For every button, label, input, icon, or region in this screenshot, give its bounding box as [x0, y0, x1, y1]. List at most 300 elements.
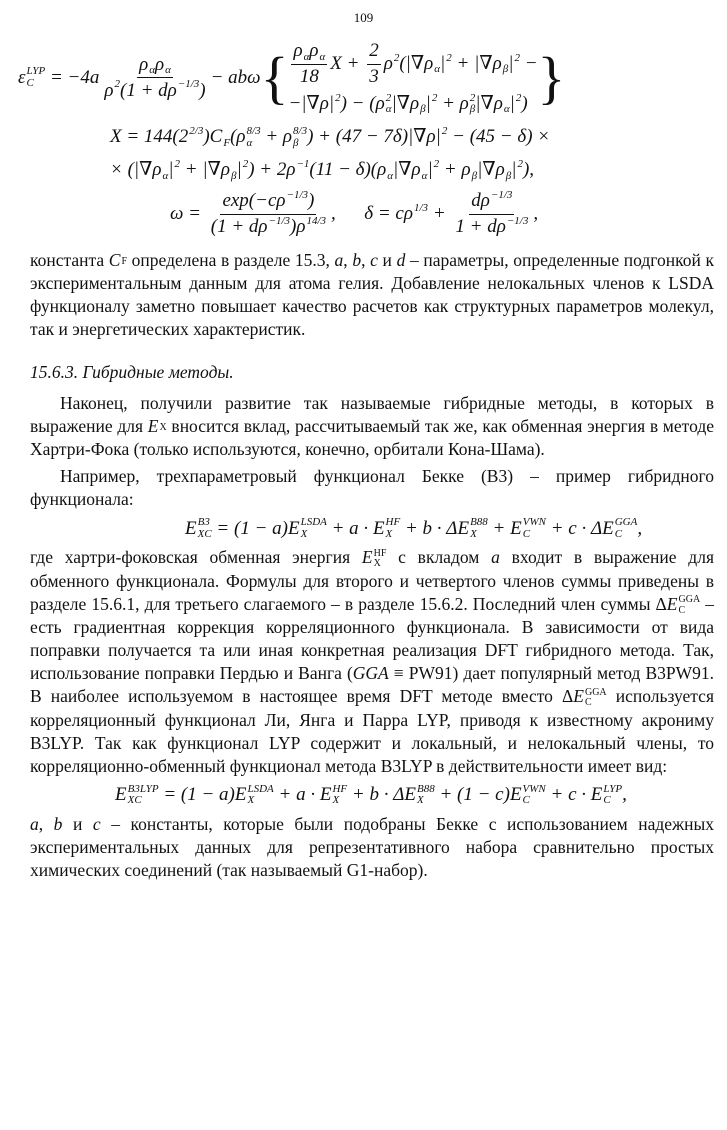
- subscript: C: [26, 76, 34, 89]
- math-symbol: [373, 517, 400, 540]
- inline-math: E: [573, 686, 584, 707]
- math-text: ρ: [139, 53, 149, 75]
- inline-math: c: [92, 814, 101, 834]
- math-text: + b · Δ: [347, 784, 405, 806]
- superscript: 1/3: [414, 202, 429, 215]
- scripts: [247, 126, 261, 149]
- symbol-base: E: [115, 784, 127, 806]
- text-run: ≡ PW91) дает популярный метод B3PW91. В наиболее используемом в настоящее время DFT методе вместо Δ: [30, 663, 714, 707]
- inline-math: a: [30, 814, 39, 834]
- formula-b3: [185, 517, 714, 540]
- math-symbol: [510, 517, 546, 540]
- math-text: |: [236, 159, 242, 181]
- subscript: C: [522, 527, 531, 540]
- formula-lyp-brace: [261, 40, 566, 116]
- superscript: HF: [385, 516, 401, 529]
- superscript: −1/3: [177, 78, 200, 91]
- math-text: (11 − δ)(ρ: [309, 159, 387, 181]
- subscript: β: [502, 63, 509, 76]
- math-text: |: [509, 93, 515, 115]
- formula-x-line2: [110, 159, 714, 182]
- text-run: определена в разделе 15.3,: [127, 250, 335, 271]
- scripts: [470, 517, 488, 540]
- math-text: ) + (47 − 7δ)|∇ρ|: [307, 126, 441, 148]
- text-run: ,: [361, 250, 371, 271]
- scripts: [165, 53, 171, 76]
- superscript: B3LYP: [127, 782, 159, 795]
- math-text: (1 + dρ: [210, 216, 268, 238]
- superscript: 8/3: [293, 124, 308, 137]
- symbol-base: E: [404, 784, 416, 806]
- fraction-denominator: [453, 215, 530, 239]
- text-run: – константы, которые были подобраны Бекке с использованием надежных экспериментальных данных для репрезентативного набора сравнительно простых химических соединений (так называемый G1-набор).: [30, 814, 715, 880]
- subscript: X: [332, 794, 340, 807]
- scripts: [414, 203, 428, 226]
- symbol-base: E: [590, 784, 603, 806]
- superscript: GGA: [614, 516, 638, 529]
- math-symbol: [320, 784, 347, 807]
- section-heading: 15.6.3. Гибридные методы.: [30, 362, 234, 383]
- math-text: − abω: [210, 66, 261, 88]
- text-run: используется корреляционный функционал Ли, Янга и Парра LYP, приводя к известному акрониму B3LYP. Так как функционал LYP содержит и локальный, и нелокальный члены, то корреляционно-обменный функционал метода B3LYP в действительности имеет вид:: [30, 686, 714, 776]
- subscript: β: [420, 103, 426, 116]
- text-run: ,: [343, 250, 353, 271]
- scripts: [523, 517, 546, 540]
- inline-math: b: [352, 250, 362, 271]
- math-text: − (45 − δ) ×: [447, 126, 551, 148]
- math-text: (|∇ρ: [399, 53, 434, 75]
- math-symbol: [421, 159, 428, 182]
- math-text: ,: [637, 517, 643, 539]
- math-text: X = 144(2: [110, 126, 189, 148]
- symbol-base: E: [372, 517, 385, 539]
- subscript: α: [503, 103, 510, 116]
- math-text: X +: [330, 53, 365, 75]
- math-text: ρ: [104, 79, 114, 101]
- text-run: с вкладом: [386, 547, 492, 568]
- scripts: [491, 190, 512, 213]
- math-symbol: [510, 784, 546, 807]
- inline-math: a: [334, 250, 344, 271]
- superscript: [319, 40, 325, 52]
- text-run: Например, трехпараметровый функционал Бекке (B3) – пример гибридного функционала:: [30, 466, 714, 510]
- subscript: X: [300, 527, 308, 540]
- subscript: [296, 171, 309, 183]
- symbol-base: E: [602, 517, 614, 539]
- math-symbol: [115, 784, 159, 807]
- math-text: + a ·: [273, 784, 320, 806]
- superscript: 2: [433, 158, 440, 171]
- scripts: [306, 216, 326, 239]
- superscript: 2: [335, 91, 341, 104]
- subscript: [269, 228, 290, 240]
- superscript: 2: [446, 51, 452, 64]
- subscript: C: [584, 697, 592, 709]
- paragraph-b3-intro: [30, 465, 714, 511]
- inline-math: C: [108, 250, 121, 271]
- math-symbol: [386, 159, 393, 182]
- left-brace-icon: {: [260, 44, 289, 110]
- inline-scripts: [679, 595, 701, 616]
- inline-math: E: [147, 416, 159, 437]
- math-fraction: [367, 40, 381, 89]
- subscript: α: [387, 169, 394, 182]
- superscript: GGA: [584, 686, 607, 698]
- superscript: [223, 126, 230, 138]
- subscript: α: [162, 169, 169, 182]
- subscript: α: [246, 136, 253, 149]
- superscript: 8/3: [246, 124, 261, 137]
- scripts: [293, 126, 307, 149]
- math-text: )C: [203, 126, 223, 148]
- fraction-denominator: [102, 78, 207, 102]
- paragraph-constants: [30, 813, 714, 882]
- formula-x-line1: [110, 126, 714, 149]
- superscript: −1/3: [506, 215, 529, 228]
- math-symbol: [177, 79, 199, 102]
- symbol-base: E: [509, 784, 522, 806]
- scripts: [287, 190, 308, 213]
- math-text: |∇ρ: [391, 93, 420, 115]
- math-symbol: [268, 216, 290, 239]
- fraction-denominator: [367, 65, 381, 89]
- subscript: β: [471, 169, 478, 182]
- text-run: входит в выражение для обменного функционала. Формулы для второго и четвертого членов суммы приведены в разделе 15.6.1, для третьего слагаемого – в разделе 15.6.2. Последний член суммы Δ: [30, 547, 714, 614]
- scripts: [128, 784, 159, 807]
- math-symbol: [222, 126, 230, 149]
- math-text: + |∇ρ: [451, 53, 502, 75]
- math-text: × (|∇ρ: [110, 159, 162, 181]
- scripts: [417, 784, 435, 807]
- subscript: C: [678, 604, 686, 616]
- math-text: (ρ: [230, 126, 246, 148]
- symbol-base: E: [287, 517, 300, 539]
- text-run: где хартри-фоковская обменная энергия: [30, 547, 362, 568]
- subscript: α: [149, 63, 155, 76]
- inline-scripts: [159, 423, 166, 434]
- math-symbol: [164, 53, 171, 76]
- superscript: 2: [514, 51, 520, 64]
- math-text: |∇ρ: [475, 93, 503, 115]
- superscript: 2/3: [189, 124, 204, 137]
- inline-math: GGA: [352, 663, 389, 684]
- math-symbol: [18, 66, 45, 89]
- scripts: [247, 784, 273, 807]
- math-text: ω =: [170, 203, 206, 225]
- superscript: 2: [174, 158, 181, 171]
- subscript: C: [603, 794, 611, 807]
- formula-omega-delta: [170, 190, 714, 239]
- formula-lyp-fraction: [102, 53, 207, 102]
- math-text: (1 + dρ: [120, 79, 177, 101]
- fraction-numerator: [367, 40, 381, 65]
- scripts: [223, 126, 230, 149]
- math-text: ): [308, 190, 315, 212]
- math-text: = (1 − a): [211, 517, 288, 539]
- subscript: α: [421, 169, 428, 182]
- math-symbol: [148, 53, 155, 76]
- subscript: X: [385, 527, 393, 540]
- subscript: α: [319, 50, 326, 63]
- page-number: 109: [353, 10, 374, 25]
- math-text: 1 + dρ: [455, 216, 506, 238]
- math-text: |: [168, 159, 174, 181]
- math-text: 18: [299, 66, 319, 88]
- math-text: |∇ρ: [477, 159, 505, 181]
- inline-scripts: [585, 688, 607, 709]
- math-text: + (1 − c): [434, 784, 510, 806]
- math-text: )ρ: [290, 216, 306, 238]
- math-text: ) − (ρ: [340, 93, 385, 115]
- math-symbol: [318, 40, 325, 63]
- subscript: β: [505, 169, 512, 182]
- math-text: −|∇ρ|: [288, 93, 335, 115]
- fraction-numerator: [137, 53, 173, 78]
- math-text: ρ: [383, 53, 393, 75]
- subscript: β: [230, 169, 237, 182]
- inline-math: a: [491, 547, 500, 568]
- math-text: + ρ: [437, 93, 469, 115]
- inline-math: c: [370, 250, 378, 271]
- math-text: + c · Δ: [545, 517, 603, 539]
- subscript: X: [159, 422, 167, 434]
- subscript: β: [469, 103, 476, 116]
- math-fraction: [291, 40, 327, 89]
- symbol-base: E: [185, 517, 197, 539]
- scripts: [301, 517, 327, 540]
- superscript: −1: [296, 158, 310, 171]
- superscript: HF: [332, 782, 348, 795]
- math-text: ρ: [155, 53, 165, 75]
- fraction-numerator: [469, 190, 514, 215]
- text-run: ,: [38, 814, 54, 834]
- inline-math: E: [666, 593, 678, 614]
- superscript: −1/3: [268, 215, 291, 228]
- text-run: вносится вклад, рассчитываемый так же, как обменная энергия в методе Хартри-Фока (только используются, конечно, орбитали Кона-Шама).: [30, 416, 714, 460]
- scripts: [523, 784, 546, 807]
- subscript: [414, 215, 428, 227]
- math-text: −: [519, 53, 538, 75]
- subscript: C: [522, 794, 530, 807]
- superscript: 2: [469, 91, 476, 104]
- math-symbol: [235, 784, 274, 807]
- math-symbol: [591, 784, 622, 807]
- superscript: VWN: [522, 782, 546, 795]
- math-text: |∇ρ: [393, 159, 421, 181]
- math-text: , δ = cρ: [331, 203, 413, 225]
- math-text: |: [427, 159, 433, 181]
- math-symbol: [602, 517, 637, 540]
- subscript: [507, 228, 528, 240]
- superscript: 2: [393, 51, 400, 64]
- math-text: dρ: [471, 190, 490, 212]
- math-text: + b · Δ: [400, 517, 458, 539]
- symbol-base: E: [457, 517, 470, 539]
- math-symbol: [305, 216, 326, 239]
- symbol-base: ε: [18, 66, 26, 88]
- math-symbol: [286, 190, 308, 213]
- text-run: – есть градиентная коррекция корреляционного функционала. В зависимости от вида поправки получается та или иная конкретная реализация DFT гибридного метода. Так, использование поправки Пердью и Ванга (: [30, 593, 715, 684]
- subscript: α: [303, 50, 310, 63]
- scripts: [615, 517, 638, 540]
- scripts: [332, 784, 347, 807]
- math-symbol: [457, 517, 487, 540]
- subscript: C: [614, 527, 623, 540]
- formula-lyp-lhs: [18, 66, 99, 89]
- superscript: B88: [470, 516, 488, 529]
- superscript: 2: [242, 158, 249, 171]
- paragraph-b3-explanation: [30, 546, 714, 777]
- symbol-base: E: [319, 784, 332, 806]
- scripts: [386, 517, 401, 540]
- subscript: [306, 228, 326, 240]
- math-text: = −4a: [45, 66, 100, 88]
- inline-math: E: [361, 547, 373, 568]
- superscript: 14/3: [306, 215, 327, 228]
- math-symbol: [292, 126, 307, 149]
- text-run: – параметры, определенные подгонкой к экспериментальным данным для атома гелия. Добавление нелокальных членов к LSDA функционалу заметно повышает качество расчетов как структурных параметров молекул, так и энергетических характеристик.: [30, 250, 714, 340]
- subscript: F: [121, 256, 128, 268]
- superscript: −1/3: [490, 189, 513, 202]
- subscript: α: [434, 63, 441, 76]
- math-text: |: [511, 159, 517, 181]
- math-text: ): [199, 79, 206, 101]
- math-symbol: [490, 190, 512, 213]
- formula-lyp: [18, 40, 714, 116]
- superscript: HF: [373, 547, 387, 559]
- scripts: [269, 216, 290, 239]
- math-text: +: [487, 517, 511, 539]
- paragraph-hybrid-methods: [30, 392, 714, 461]
- math-fraction: [453, 190, 530, 239]
- subscript: F: [223, 136, 231, 149]
- superscript: VWN: [522, 516, 546, 529]
- formula-lyp-mid: [211, 67, 261, 90]
- superscript: LYP: [26, 65, 46, 78]
- symbol-base: E: [510, 517, 522, 539]
- math-text: + a ·: [326, 517, 373, 539]
- math-symbol: [185, 517, 212, 540]
- brace-line-2: [288, 93, 537, 116]
- superscript: −1/3: [286, 189, 308, 202]
- math-text: |: [508, 53, 514, 75]
- subscript: X: [373, 558, 381, 570]
- superscript: 2: [385, 91, 392, 104]
- formula-b3lyp: [115, 784, 714, 807]
- text-run: константа: [30, 250, 109, 271]
- inline-math: b: [53, 814, 63, 834]
- subscript: XC: [197, 527, 212, 540]
- subscript: XC: [127, 794, 142, 807]
- superscript: 2: [431, 91, 438, 104]
- subscript: β: [293, 136, 299, 149]
- math-text: ): [521, 93, 528, 115]
- superscript: LYP: [603, 782, 623, 795]
- scripts: [507, 216, 528, 239]
- subscript: [189, 138, 203, 150]
- right-brace-icon: }: [537, 44, 566, 110]
- math-text: ),: [522, 159, 535, 181]
- scripts: [178, 79, 199, 102]
- math-symbol: [433, 53, 440, 76]
- superscript: 2: [517, 158, 523, 171]
- math-text: 2: [369, 40, 379, 62]
- subscript: X: [247, 794, 255, 807]
- math-symbol: [188, 126, 203, 149]
- symbol-base: E: [234, 784, 247, 806]
- subscript: α: [165, 63, 171, 76]
- math-text: +: [428, 203, 451, 225]
- math-text: ,: [533, 203, 539, 225]
- brace-line-1: [288, 40, 537, 89]
- fraction-numerator: [220, 190, 316, 215]
- scripts: [319, 40, 325, 63]
- superscript: LSDA: [300, 516, 327, 529]
- superscript: B88: [416, 782, 435, 795]
- text-run: и: [62, 814, 93, 834]
- math-text: + ρ: [439, 159, 471, 181]
- math-symbol: [162, 159, 169, 182]
- superscript: B3: [197, 516, 210, 529]
- fraction-denominator: [298, 65, 321, 89]
- superscript: 2: [515, 91, 522, 104]
- math-symbol: [404, 784, 434, 807]
- math-text: ,: [622, 784, 627, 806]
- fraction-denominator: [209, 215, 328, 239]
- math-text: + ρ: [260, 126, 293, 148]
- paragraph-cf-constants: [30, 249, 714, 341]
- text-run: и: [377, 250, 397, 271]
- math-symbol: [288, 517, 327, 540]
- inline-math: d: [396, 250, 406, 271]
- text-run: Наконец, получили развитие так называемые гибридные методы, в которых в выражение для: [30, 393, 714, 437]
- scripts: [603, 784, 622, 807]
- scripts: [198, 517, 212, 540]
- math-symbol: [506, 216, 528, 239]
- subscript: [491, 202, 512, 214]
- math-text: + c ·: [545, 784, 591, 806]
- subscript: X: [470, 527, 477, 540]
- superscript: 2: [114, 78, 121, 91]
- inline-scripts: [374, 549, 387, 570]
- math-text: |: [425, 93, 431, 115]
- math-symbol: [246, 126, 261, 149]
- math-text: 3: [369, 65, 379, 87]
- fraction-numerator: [291, 40, 327, 65]
- math-text: exp(−cρ: [222, 190, 286, 212]
- math-text: ρ: [293, 40, 303, 62]
- math-symbol: [295, 159, 309, 182]
- math-symbol: [503, 93, 510, 116]
- math-fraction: [209, 190, 328, 239]
- scripts: [296, 159, 309, 182]
- scripts: [27, 66, 46, 89]
- subscript: [178, 91, 199, 103]
- math-text: = (1 − a): [158, 784, 235, 806]
- math-symbol: [413, 203, 428, 226]
- math-text: ) + 2ρ: [248, 159, 296, 181]
- math-symbol: [385, 93, 392, 116]
- superscript: LSDA: [247, 782, 274, 795]
- superscript: 2: [441, 124, 448, 137]
- scripts: [189, 126, 203, 149]
- subscript: X: [416, 794, 424, 807]
- subscript: α: [385, 103, 392, 116]
- math-text: + |∇ρ: [180, 159, 230, 181]
- superscript: GGA: [678, 594, 701, 606]
- math-text: |: [440, 53, 446, 75]
- subscript: [287, 202, 308, 214]
